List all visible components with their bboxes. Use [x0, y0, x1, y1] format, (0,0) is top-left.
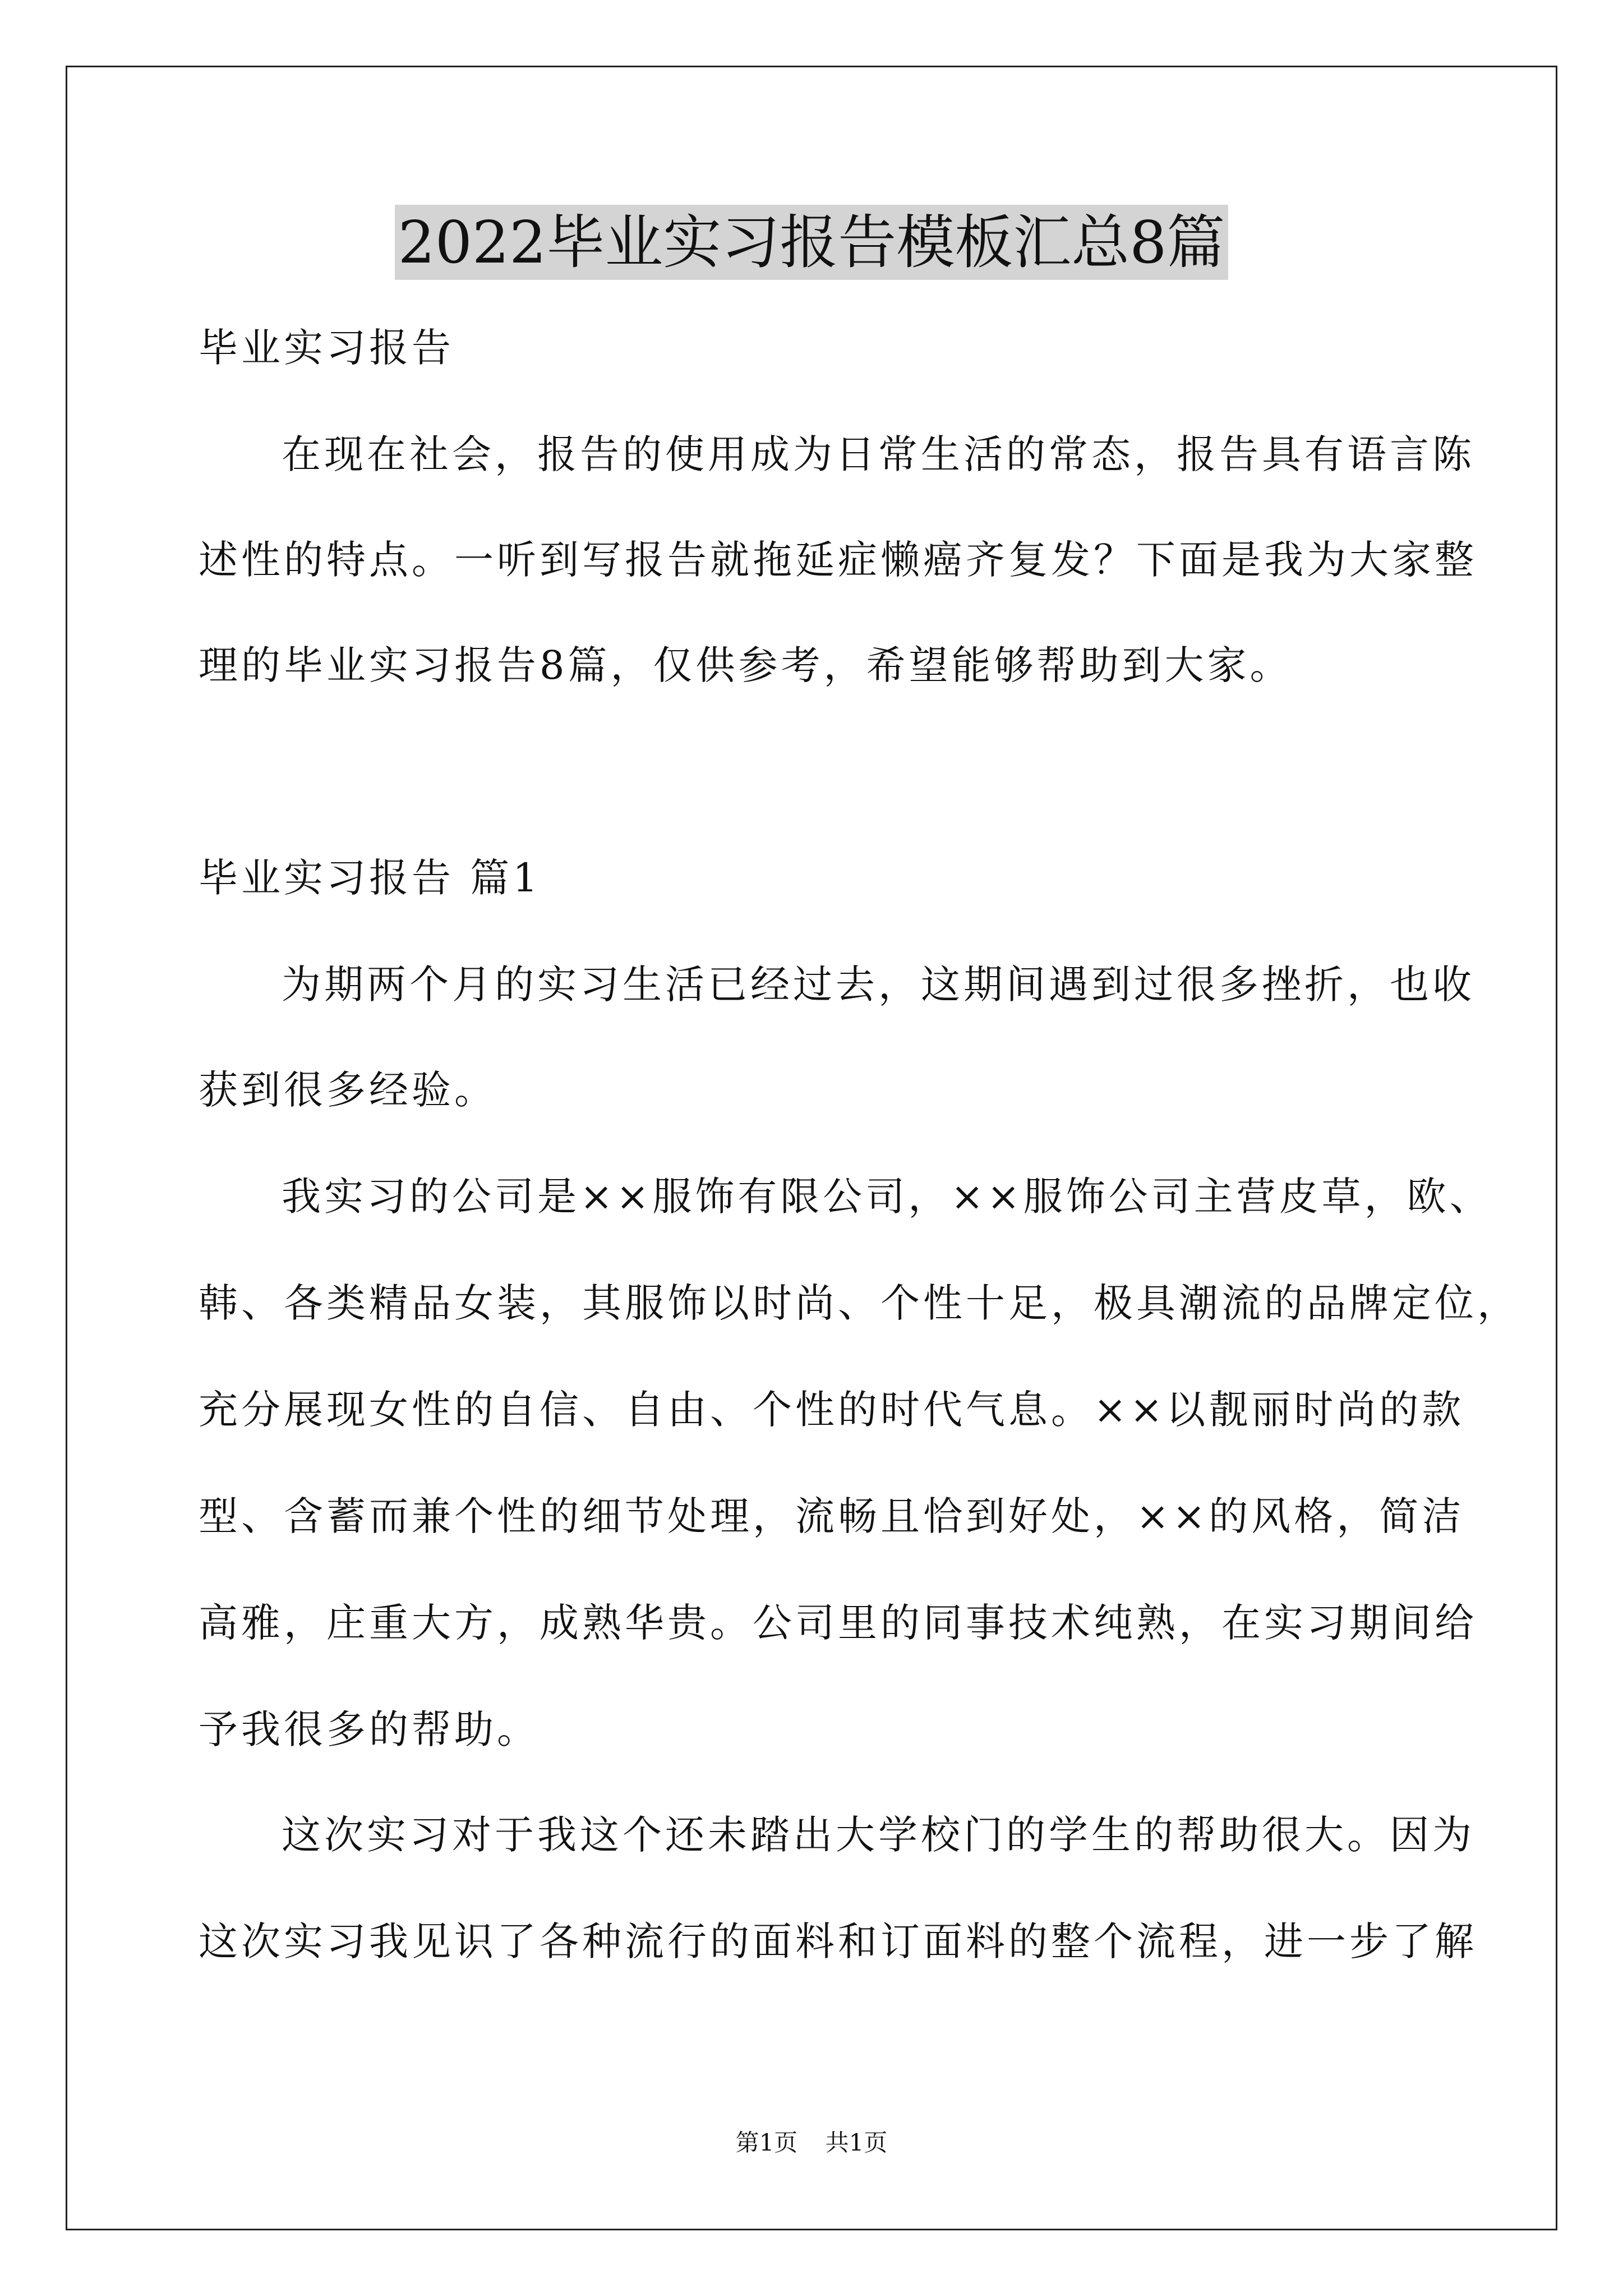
paragraph-line: 获到很多经验。	[199, 1067, 497, 1113]
paragraph-line: 型、含蓄而兼个性的细节处理，流畅且恰到好处，××的风格，简洁	[199, 1493, 1465, 1539]
title-container	[0, 205, 1623, 280]
document-title: 2022毕业实习报告模板汇总8篇	[395, 205, 1229, 280]
paragraph-line: 这次实习我见识了各种流行的面料和订面料的整个流程，进一步了解	[199, 1918, 1477, 1964]
page-border	[66, 66, 1557, 2230]
page-footer	[0, 2127, 1623, 2159]
paragraph-line: 为期两个月的实习生活已经过去，这期间遇到过很多挫折，也收	[282, 961, 1475, 1007]
page-number: 第1页	[735, 2129, 798, 2156]
paragraph-line: 理的毕业实习报告8篇，仅供参考，希望能够帮助到大家。	[199, 642, 1293, 688]
section-heading: 毕业实习报告	[199, 325, 454, 371]
paragraph-line: 高雅，庄重大方，成熟华贵。公司里的同事技术纯熟，在实习期间给	[199, 1600, 1477, 1646]
paragraph-line: 韩、各类精品女装，其服饰以时尚、个性十足，极具潮流的品牌定位，	[199, 1280, 1520, 1326]
paragraph-line: 这次实习对于我这个还未踏出大学校门的学生的帮助很大。因为	[282, 1812, 1475, 1858]
page-total: 共1页	[825, 2129, 888, 2156]
paragraph-line: 我实习的公司是××服饰有限公司，××服饰公司主营皮草，欧、	[282, 1174, 1492, 1220]
section-heading: 毕业实习报告 篇1	[199, 855, 541, 901]
paragraph-line: 在现在社会，报告的使用成为日常生活的常态，报告具有语言陈	[282, 431, 1475, 477]
paragraph-line: 述性的特点。一听到写报告就拖延症懒癌齐复发？下面是我为大家整	[199, 537, 1477, 583]
paragraph-line: 予我很多的帮助。	[199, 1706, 540, 1752]
paragraph-line: 充分展现女性的自信、自由、个性的时代气息。××以靓丽时尚的款	[199, 1387, 1465, 1433]
